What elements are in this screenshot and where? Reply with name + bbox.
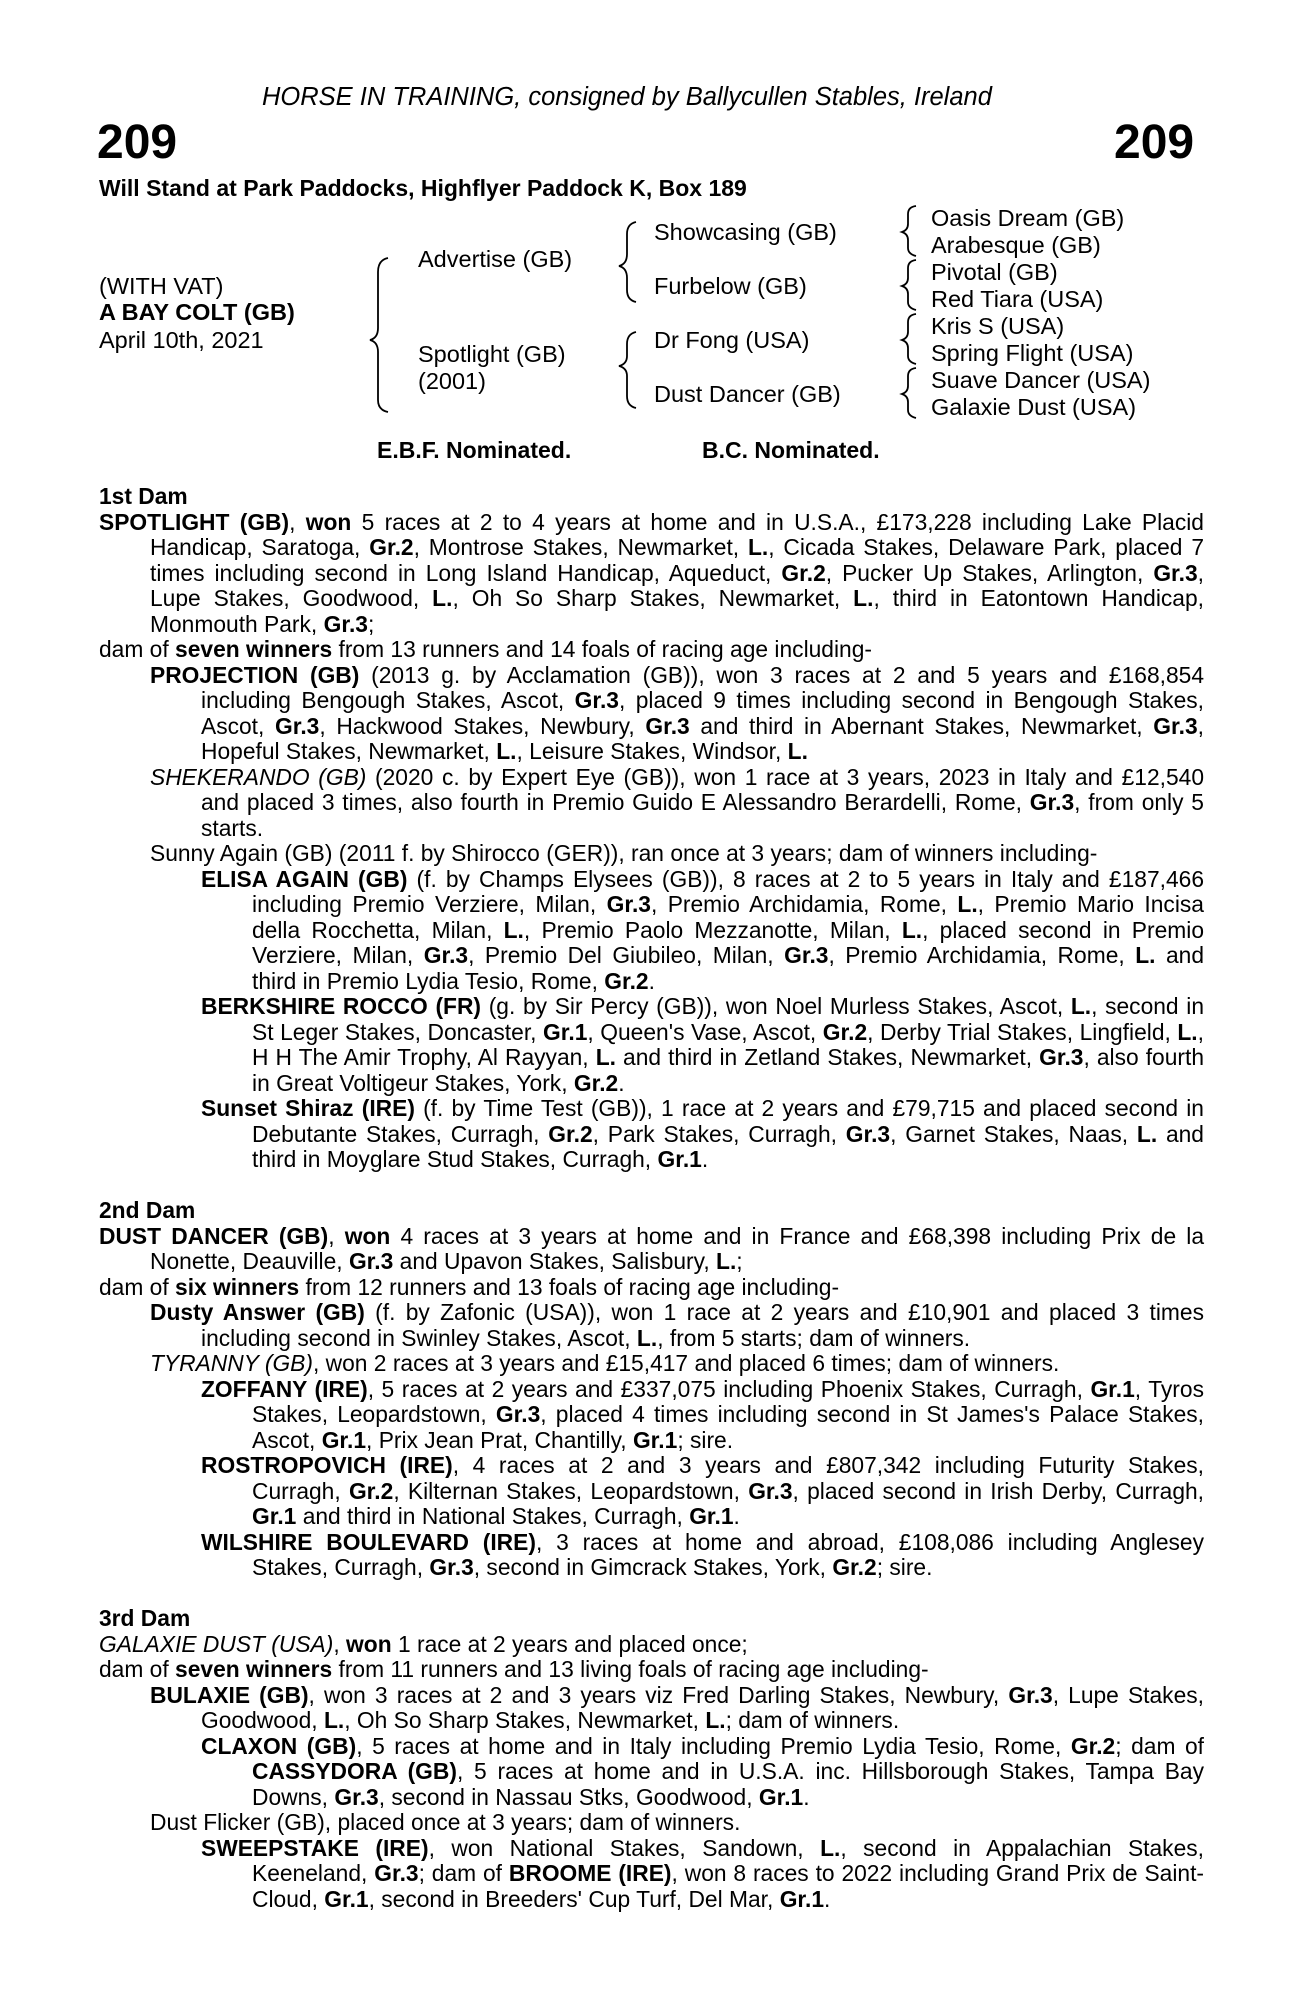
- text-run: and third in Zetland Stakes, Newmarket,: [615, 1044, 1040, 1070]
- bold-text: SPOTLIGHT (GB): [99, 508, 290, 535]
- text-run: , from only 5 starts.: [201, 789, 1204, 841]
- pedigree-gen3-1: Oasis Dream (GB): [931, 205, 1125, 231]
- pedigree-gen3-5: Kris S (USA): [931, 313, 1065, 339]
- bold-text: Gr.1: [321, 1426, 367, 1453]
- first-dam-section: [99, 484, 1204, 1173]
- text-run: (f. by Zafonic (USA)), won 1 race at 2 years and £10,901 and placed 3 times including second in Swinley Stakes, Ascot,: [201, 1299, 1204, 1351]
- text-run: , also fourth in Great Voltigeur Stakes, York,: [252, 1044, 1205, 1096]
- bold-text: L.: [636, 1324, 658, 1351]
- bold-text: won: [346, 1630, 392, 1657]
- text-run: (g. by Sir Percy (GB)), won Noel Murless Stakes, Ascot,: [481, 993, 1071, 1019]
- text-run: ,: [289, 508, 306, 535]
- bold-text: Gr.3: [845, 1120, 891, 1147]
- pedigree-sire: Advertise (GB): [418, 246, 573, 272]
- produce-record: [99, 1275, 1204, 1301]
- text-run: , 4 races at 2 and 3 years and £807,342 including Futurity Stakes, Curragh,: [252, 1452, 1204, 1504]
- text-run: , won 3 races at 2 and 3 years viz Fred Darling Stakes, Newbury,: [308, 1681, 1009, 1708]
- bold-text: L.: [1177, 1018, 1198, 1045]
- text-run: , H H The Amir Trophy, Al Rayyan,: [252, 1018, 1204, 1070]
- text-run: dam of: [99, 636, 176, 662]
- catalogue-body: [99, 484, 1204, 1912]
- text-run: 4 races at 3 years at home and in France and £68,398 including Prix de la Nonette, Deauville,: [150, 1222, 1205, 1274]
- bold-text: Gr.2: [1070, 1732, 1116, 1759]
- text-run: , second in Appalachian Stakes, Keeneland,: [252, 1834, 1204, 1886]
- text-run: ; dam of: [1115, 1732, 1204, 1759]
- text-run: from 11 runners and 13 living foals of racing age including-: [332, 1656, 929, 1682]
- produce-record: [99, 765, 1204, 842]
- text-run: , won 2 races at 3 years and £15,417 and placed 6 times; dam of winners.: [312, 1350, 1060, 1376]
- pedigree-dam-year: (2001): [418, 368, 486, 394]
- produce-record: [99, 867, 1204, 995]
- produce-record: [99, 1657, 1204, 1683]
- bold-text: won: [344, 1222, 391, 1249]
- bold-text: WILSHIRE BOULEVARD (IRE): [201, 1528, 536, 1555]
- pedigree-gen3-3: Pivotal (GB): [931, 259, 1058, 285]
- bold-text: Gr.3: [645, 712, 690, 739]
- bold-text: Sunset Shiraz (IRE): [201, 1095, 415, 1121]
- text-run: , placed second in Premio Verziere, Milan,: [252, 916, 1204, 968]
- pedigree-gen3-8: Galaxie Dust (USA): [931, 394, 1137, 420]
- produce-record: [99, 1836, 1204, 1913]
- text-run: , Garnet Stakes, Naas,: [890, 1120, 1137, 1147]
- bold-text: Gr.3: [374, 1860, 419, 1886]
- consignment-line: HORSE IN TRAINING, consigned by Ballycullen Stables, Ireland: [262, 83, 992, 111]
- text-run: , Premio Paolo Mezzanotte, Milan,: [523, 916, 902, 943]
- bold-text: Gr.3: [323, 610, 368, 637]
- text-run: , second in Gimcrack Stakes, York,: [473, 1554, 833, 1580]
- pedigree-dam-dam: Dust Dancer (GB): [654, 381, 841, 407]
- text-run: ,: [333, 1630, 347, 1657]
- produce-record: [99, 1734, 1204, 1811]
- bold-text: L.: [853, 585, 874, 611]
- section-spacer: [99, 1173, 1204, 1199]
- text-run: , Cicada Stakes, Delaware Park, placed 7 times including second in Long Island Handicap, Aqueduct,: [150, 534, 1204, 586]
- text-run: ; sire.: [876, 1554, 933, 1580]
- text-run: , Lupe Stakes, Goodwood,: [150, 559, 1205, 611]
- text-run: , second in Nassau Stks, Goodwood,: [378, 1783, 759, 1810]
- pedigree-gen3-6: Spring Flight (USA): [931, 340, 1134, 366]
- bold-text: Gr.3: [1008, 1681, 1053, 1708]
- text-run: , Premio Archidamia, Rome,: [828, 942, 1136, 968]
- produce-record: [99, 1810, 1204, 1836]
- bold-text: six winners: [175, 1273, 300, 1300]
- text-run: dam of: [99, 1656, 176, 1682]
- italic-text: GALAXIE DUST (USA): [99, 1630, 334, 1657]
- text-run: , placed second in Irish Derby, Curragh,: [792, 1477, 1205, 1504]
- bold-text: L.: [1135, 942, 1156, 968]
- text-run: , Oh So Sharp Stakes, Newmarket,: [452, 585, 854, 611]
- bc-nomination: B.C. Nominated.: [702, 437, 880, 463]
- bold-text: Gr.3: [275, 712, 320, 739]
- text-run: ;: [736, 1248, 743, 1274]
- italic-text: TYRANNY (GB): [150, 1350, 313, 1376]
- produce-record: [99, 637, 1204, 663]
- produce-record: [99, 510, 1204, 638]
- bold-text: Gr.3: [574, 687, 619, 713]
- section-heading: 2nd Dam: [99, 1197, 196, 1223]
- section-spacer: [99, 1581, 1204, 1607]
- text-run: , Pucker Up Stakes, Arlington,: [825, 559, 1154, 586]
- text-run: and third in National Stakes, Curragh,: [296, 1503, 690, 1529]
- bold-text: L.: [787, 738, 808, 764]
- text-run: , third in Eatontown Handicap, Monmouth Park,: [150, 585, 1205, 637]
- bold-text: L.: [496, 738, 517, 764]
- horse-name: A BAY COLT (GB): [99, 299, 295, 325]
- text-run: 5 races at 2 to 4 years at home and in U.S.A., £173,228 including Lake Placid Handicap, Saratoga,: [150, 508, 1204, 560]
- bold-text: Gr.1: [543, 1018, 588, 1045]
- bold-text: SWEEPSTAKE (IRE): [201, 1834, 429, 1861]
- bold-text: Gr.3: [606, 891, 651, 917]
- bold-text: Gr.1: [252, 1503, 297, 1529]
- produce-record: [99, 1377, 1204, 1454]
- bold-text: ROSTROPOVICH (IRE): [201, 1452, 453, 1478]
- text-run: , second in Breeders' Cup Turf, Del Mar,: [368, 1885, 780, 1912]
- pedigree-sire-dam: Furbelow (GB): [654, 273, 807, 299]
- bold-text: L.: [747, 534, 769, 560]
- bold-text: Gr.3: [348, 1248, 394, 1274]
- bold-text: Gr.3: [1029, 789, 1075, 815]
- text-run: , Oh So Sharp Stakes, Newmarket,: [344, 1707, 706, 1733]
- bold-text: seven winners: [175, 1656, 333, 1682]
- bold-text: Gr.3: [429, 1554, 474, 1580]
- bold-text: Gr.2: [348, 1477, 394, 1504]
- foaling-date: April 10th, 2021: [99, 327, 264, 353]
- produce-record: [99, 663, 1204, 765]
- third-dam-section: [99, 1606, 1204, 1912]
- bold-text: Gr.1: [1090, 1375, 1135, 1402]
- text-run: ; dam of: [418, 1860, 509, 1886]
- bold-text: Gr.1: [657, 1146, 702, 1172]
- text-run: Dust Flicker (GB), placed once at 3 years; dam of winners.: [150, 1809, 741, 1835]
- lot-number-right: 209: [1114, 116, 1195, 169]
- bold-text: Gr.2: [781, 559, 826, 586]
- text-run: , from 5 starts; dam of winners.: [657, 1324, 971, 1351]
- text-run: , won 8 races to 2022 including Grand Prix de Saint-Cloud,: [252, 1860, 1205, 1912]
- bold-text: L.: [705, 1707, 726, 1733]
- bold-text: Gr.3: [784, 942, 829, 968]
- pedigree-dam-sire: Dr Fong (USA): [654, 327, 810, 353]
- text-run: , Hackwood Stakes, Newbury,: [319, 712, 646, 739]
- text-run: .: [803, 1783, 810, 1810]
- bold-text: Gr.1: [632, 1426, 678, 1453]
- text-run: , 3 races at home and abroad, £108,086 including Anglesey Stakes, Curragh,: [252, 1528, 1204, 1580]
- produce-record: [99, 1683, 1204, 1734]
- text-run: Sunny Again (GB) (2011 f. by Shirocco (GER)), ran once at 3 years; dam of winners including-: [150, 840, 1098, 866]
- text-run: , Tyros Stakes, Leopardstown,: [252, 1375, 1204, 1427]
- text-run: , Premio Del Giubileo, Milan,: [468, 942, 785, 968]
- bold-text: Gr.1: [779, 1885, 825, 1912]
- bold-text: won: [305, 508, 352, 535]
- text-run: , Premio Mario Incisa della Rocchetta, Milan,: [252, 891, 1204, 943]
- pedigree-gen3-2: Arabesque (GB): [931, 232, 1101, 258]
- bold-text: L.: [820, 1834, 841, 1861]
- produce-record: [99, 1224, 1204, 1275]
- text-run: , Queen's Vase, Ascot,: [587, 1018, 823, 1045]
- bold-text: DUST DANCER (GB): [99, 1222, 329, 1249]
- text-run: , Lupe Stakes, Goodwood,: [201, 1681, 1204, 1733]
- produce-record: [99, 841, 1204, 867]
- pedigree-dam: Spotlight (GB): [418, 341, 566, 367]
- text-run: .: [701, 1146, 709, 1172]
- text-run: , Hopeful Stakes, Newmarket,: [201, 712, 1204, 764]
- ebf-nomination: E.B.F. Nominated.: [377, 437, 572, 463]
- text-run: , 5 races at 2 years and £337,075 including Phoenix Stakes, Curragh,: [367, 1375, 1091, 1402]
- second-dam-section: [99, 1198, 1204, 1581]
- bold-text: Gr.3: [495, 1401, 541, 1427]
- text-run: ,: [328, 1222, 345, 1249]
- stand-location: Will Stand at Park Paddocks, Highflyer Paddock K, Box 189: [99, 175, 747, 201]
- text-run: .: [648, 967, 655, 994]
- pedigree-gen3-7: Suave Dancer (USA): [931, 367, 1151, 393]
- bold-text: L.: [323, 1707, 345, 1733]
- text-run: , Kilternan Stakes, Leopardstown,: [393, 1477, 749, 1504]
- bold-text: Gr.3: [1153, 559, 1198, 586]
- text-run: , Premio Archidamia, Rome,: [650, 891, 958, 917]
- produce-record: [99, 1096, 1204, 1173]
- text-run: , Montrose Stakes, Newmarket,: [413, 534, 748, 560]
- bold-text: CASSYDORA (GB): [252, 1758, 457, 1784]
- text-run: (2013 g. by Acclamation (GB)), won 3 races at 2 and 5 years and £168,854 including Bengough Stakes, Ascot,: [201, 661, 1204, 713]
- text-run: , Leisure Stakes, Windsor,: [516, 738, 788, 764]
- lot-number-left: 209: [97, 116, 178, 169]
- bold-text: L.: [432, 585, 453, 611]
- text-run: , Park Stakes, Curragh,: [592, 1120, 846, 1147]
- bold-text: Gr.2: [604, 967, 649, 994]
- bold-text: L.: [716, 1248, 737, 1274]
- text-run: .: [824, 1885, 831, 1912]
- italic-text: SHEKERANDO (GB): [150, 763, 367, 790]
- bold-text: L.: [901, 916, 923, 943]
- bold-text: Gr.2: [573, 1069, 619, 1096]
- bold-text: BULAXIE (GB): [150, 1681, 309, 1708]
- produce-record: [99, 1453, 1204, 1530]
- bold-text: Gr.3: [1039, 1044, 1084, 1070]
- produce-record: [99, 994, 1204, 1096]
- bold-text: Gr.1: [758, 1783, 804, 1810]
- text-run: ;: [367, 610, 375, 637]
- bold-text: Gr.2: [369, 534, 414, 560]
- bold-text: Gr.2: [548, 1120, 593, 1147]
- bold-text: seven winners: [175, 636, 333, 662]
- text-run: , Prix Jean Prat, Chantilly,: [366, 1426, 633, 1453]
- text-run: (f. by Champs Elysees (GB)), 8 races at 2 to 5 years in Italy and £187,466 including Premio Verziere, Milan,: [252, 865, 1204, 917]
- text-run: , won National Stakes, Sandown,: [428, 1834, 821, 1861]
- bold-text: Gr.3: [334, 1783, 379, 1810]
- text-run: , 5 races at home and in U.S.A. inc. Hillsborough Stakes, Tampa Bay Downs,: [252, 1758, 1204, 1810]
- pedigree-sire-sire: Showcasing (GB): [654, 219, 837, 245]
- text-run: (2020 c. by Expert Eye (GB)), won 1 race at 3 years, 2023 in Italy and £12,540 and placed 3 times, also fourth in Premio Guido E Alessandro Berardelli, Rome,: [201, 763, 1204, 815]
- pedigree-gen3-4: Red Tiara (USA): [931, 286, 1104, 312]
- bold-text: Gr.3: [748, 1477, 793, 1504]
- text-run: ; dam of winners.: [725, 1707, 900, 1733]
- bold-text: ELISA AGAIN (GB): [201, 865, 408, 892]
- bold-text: Gr.1: [324, 1885, 369, 1912]
- text-run: (f. by Time Test (GB)), 1 race at 2 years and £79,715 and placed second in Debutante Stakes, Curragh,: [252, 1095, 1204, 1147]
- section-heading: 1st Dam: [99, 483, 188, 509]
- text-run: ; sire.: [677, 1426, 734, 1453]
- produce-record: [99, 1351, 1204, 1377]
- text-run: from 12 runners and 13 foals of racing age including-: [299, 1273, 840, 1300]
- bold-text: L.: [1136, 1120, 1158, 1147]
- vat-note: (WITH VAT): [99, 273, 224, 299]
- bold-text: PROJECTION (GB): [150, 661, 360, 688]
- bold-text: L.: [595, 1044, 616, 1070]
- text-run: .: [618, 1069, 625, 1096]
- bold-text: ZOFFANY (IRE): [201, 1375, 368, 1402]
- bold-text: L.: [957, 891, 978, 917]
- bold-text: Gr.2: [832, 1554, 877, 1580]
- bold-text: Gr.2: [822, 1018, 868, 1045]
- text-run: , Derby Trial Stakes, Lingfield,: [867, 1018, 1178, 1045]
- text-run: , placed 4 times including second in St James's Palace Stakes, Ascot,: [252, 1401, 1204, 1453]
- produce-record: [99, 1300, 1204, 1351]
- text-run: , placed 9 times including second in Bengough Stakes, Ascot,: [201, 687, 1204, 739]
- text-run: from 13 runners and 14 foals of racing age including-: [332, 636, 873, 662]
- produce-record: [99, 1530, 1204, 1581]
- text-run: , 5 races at home and in Italy including Premio Lydia Tesio, Rome,: [356, 1732, 1071, 1759]
- text-run: dam of: [99, 1273, 176, 1300]
- text-run: , second in St Leger Stakes, Doncaster,: [252, 993, 1205, 1045]
- produce-record: [99, 1632, 1204, 1658]
- text-run: and Upavon Stakes, Salisbury,: [393, 1248, 717, 1274]
- text-run: 1 race at 2 years and placed once;: [391, 1630, 748, 1657]
- bold-text: BERKSHIRE ROCCO (FR): [201, 993, 482, 1019]
- text-run: and third in Moyglare Stud Stakes, Curragh,: [252, 1120, 1204, 1172]
- bold-text: L.: [1070, 993, 1092, 1019]
- text-run: and third in Premio Lydia Tesio, Rome,: [252, 942, 1204, 994]
- bold-text: Gr.3: [1153, 712, 1198, 739]
- bold-text: L.: [503, 916, 524, 943]
- bold-text: Dusty Answer (GB): [150, 1299, 365, 1325]
- bold-text: Gr.1: [689, 1503, 734, 1529]
- text-run: and third in Abernant Stakes, Newmarket,: [689, 712, 1154, 739]
- text-run: .: [733, 1503, 740, 1529]
- section-heading: 3rd Dam: [99, 1605, 191, 1631]
- bold-text: BROOME (IRE): [508, 1860, 672, 1886]
- bold-text: CLAXON (GB): [201, 1732, 357, 1759]
- bold-text: Gr.3: [423, 942, 469, 968]
